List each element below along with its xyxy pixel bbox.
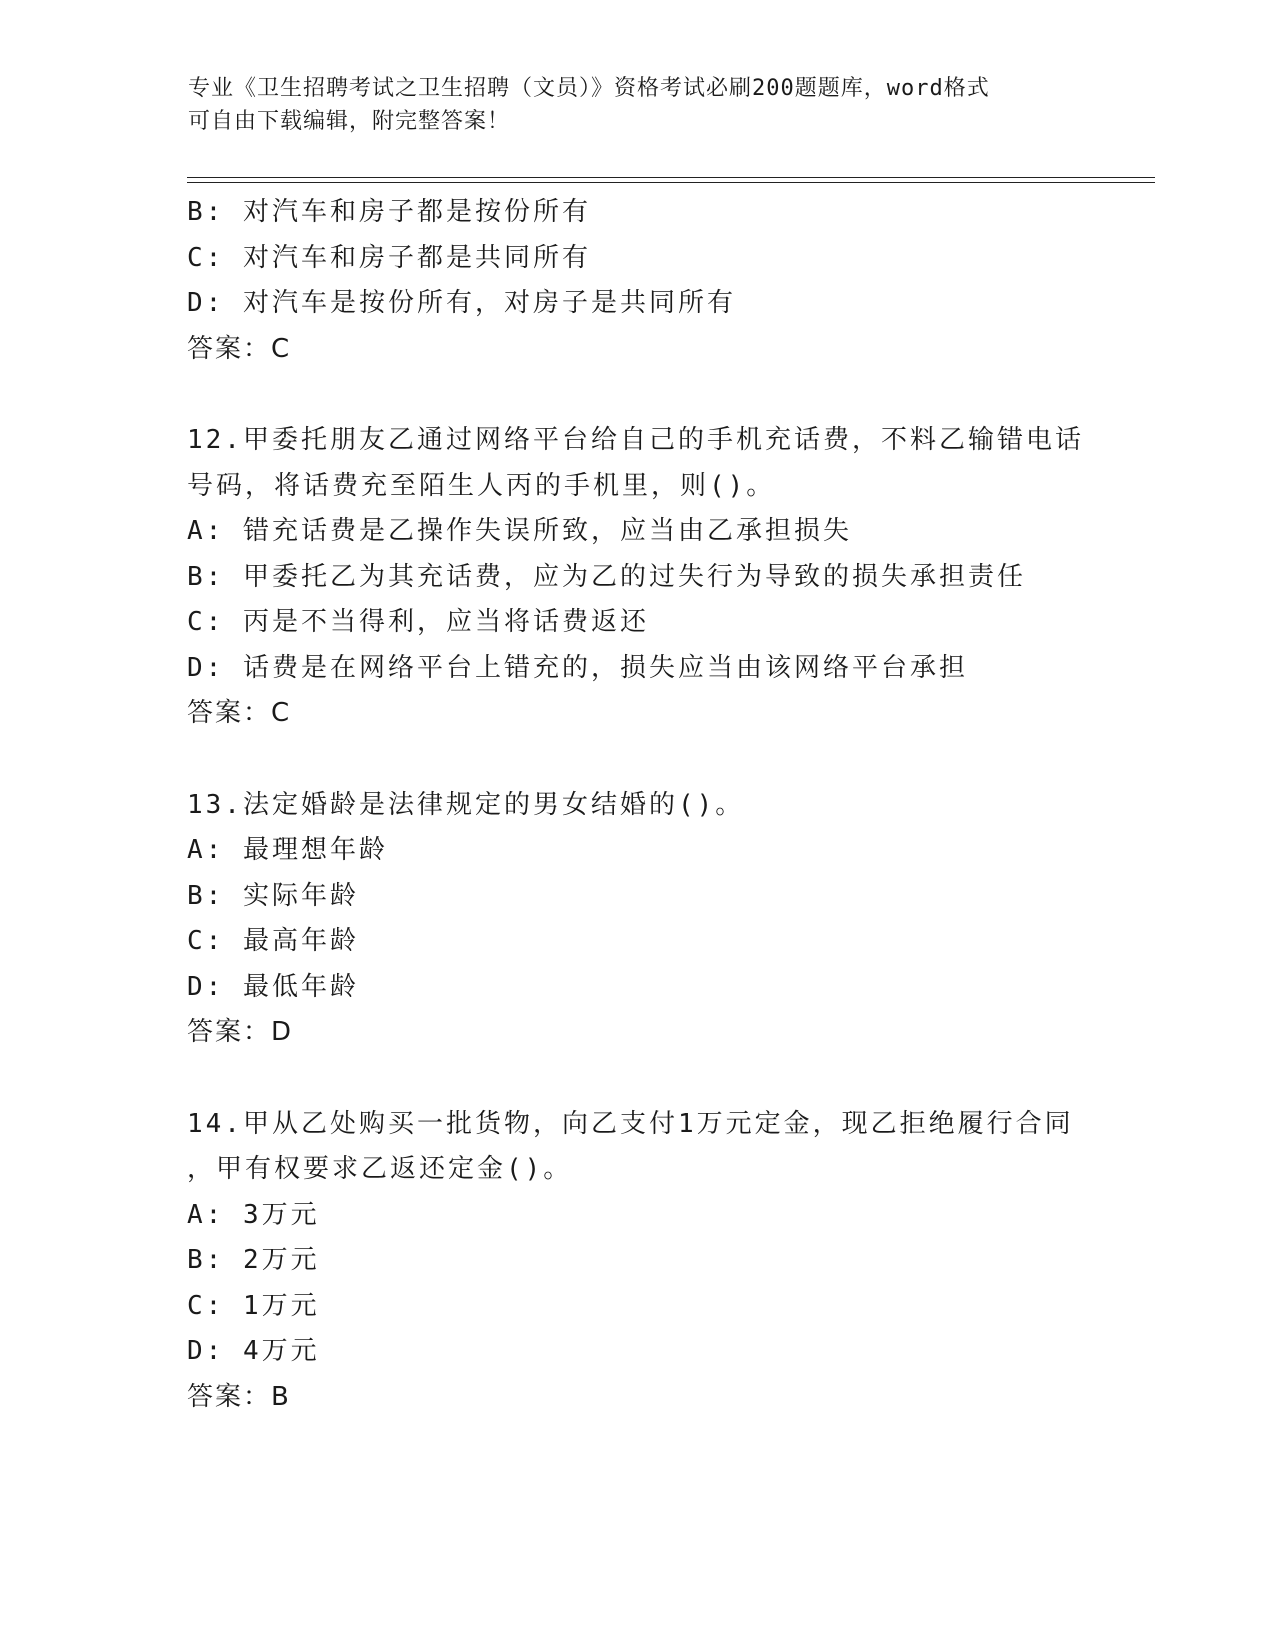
header-title-line-1: 专业《卫生招聘考试之卫生招聘（文员）》资格考试必刷200题题库，word格式	[188, 76, 990, 101]
option-a: A: 3万元	[187, 1199, 320, 1230]
header-divider-top	[187, 177, 1155, 178]
option-a: A: 错充话费是乙操作失误所致，应当由乙承担损失	[187, 516, 852, 546]
option-c: C: 丙是不当得利，应当将话费返还	[187, 607, 649, 637]
option-b: B: 对汽车和房子都是按份所有	[187, 197, 591, 227]
question-text-line-2: 号码，将话费充至陌生人丙的手机里，则()。	[187, 470, 776, 501]
option-d: D: 最低年龄	[187, 971, 359, 1002]
answer-label: 答案：D	[187, 1017, 294, 1047]
question-text-line-1: 13.法定婚龄是法律规定的男女结婚的()。	[187, 789, 745, 820]
option-d: D: 对汽车是按份所有，对房子是共同所有	[187, 288, 736, 318]
question-text-line-1: 14.甲从乙处购买一批货物，向乙支付1万元定金，现乙拒绝履行合同	[187, 1108, 1074, 1139]
option-d: D: 4万元	[187, 1336, 320, 1366]
spacer	[187, 737, 1087, 783]
question-text-line-1: 12.甲委托朋友乙通过网络平台给自己的手机充话费，不料乙输错电话	[187, 425, 1084, 455]
option-b: B: 甲委托乙为其充话费，应为乙的过失行为导致的损失承担责任	[187, 561, 1026, 592]
document-header	[188, 72, 1068, 138]
option-a: A: 最理想年龄	[187, 835, 388, 865]
answer-label: 答案：B	[187, 1381, 291, 1412]
question-11-continued	[187, 190, 1087, 372]
spacer	[187, 1056, 1087, 1102]
question-13	[187, 783, 1087, 1056]
option-c: C: 对汽车和房子都是共同所有	[187, 242, 591, 273]
answer-label: 答案：C	[187, 698, 292, 728]
question-14	[187, 1102, 1087, 1421]
option-b: B: 实际年龄	[187, 880, 359, 911]
question-text-line-2: ，甲有权要求乙返还定金()。	[187, 1154, 573, 1184]
spacer	[187, 372, 1087, 418]
answer-label: 答案：C	[187, 333, 292, 364]
option-b: B: 2万元	[187, 1245, 320, 1275]
header-title-line-2: 可自由下载编辑，附完整答案！	[188, 109, 511, 134]
question-list	[187, 190, 1087, 1420]
option-c: C: 1万元	[187, 1290, 320, 1321]
option-d: D: 话费是在网络平台上错充的，损失应当由该网络平台承担	[187, 652, 968, 683]
header-divider-bottom	[187, 182, 1155, 183]
option-c: C: 最高年龄	[187, 926, 359, 956]
question-12	[187, 418, 1087, 737]
